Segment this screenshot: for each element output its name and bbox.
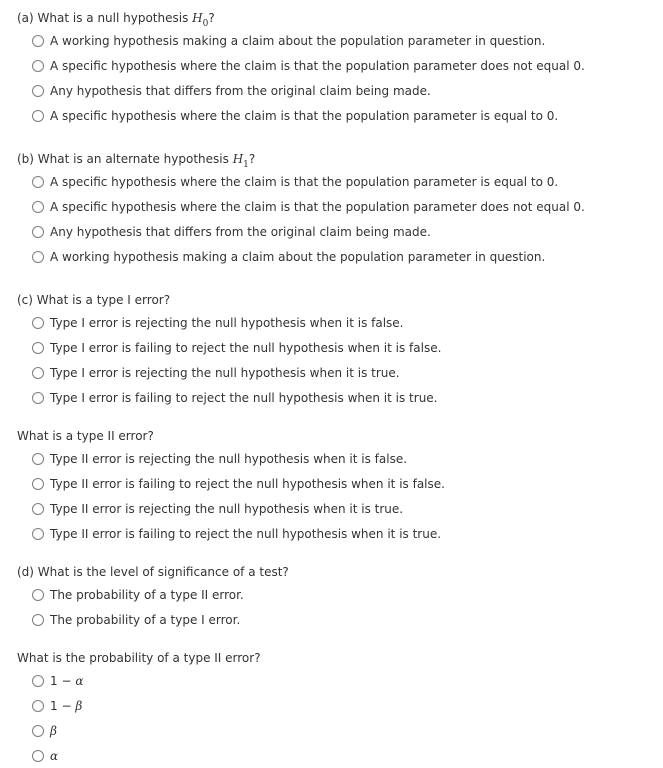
question-c-title: (c) What is a type I error?: [17, 293, 171, 307]
question-d: [17, 562, 657, 632]
radio-button[interactable]: [32, 110, 44, 122]
option-label: Type II error is rejecting the null hypothesis when it is false.: [50, 451, 408, 466]
question-c-part-2: [17, 426, 657, 546]
radio-button[interactable]: [32, 201, 44, 213]
radio-button[interactable]: [32, 251, 44, 263]
question-b-title: (b) What is an alternate hypothesis $H_1$?: [17, 152, 256, 170]
question-d-part-2-option-3[interactable]: [32, 718, 657, 743]
option-label: A working hypothesis making a claim about the population parameter in question.: [50, 33, 546, 48]
question-d-part-2-title: What is the probability of a type II error?: [17, 651, 261, 665]
alternate-hypothesis-symbol: $H_1$: [232, 152, 249, 170]
radio-button[interactable]: [32, 60, 44, 72]
question-c-option-3[interactable]: [32, 360, 657, 385]
radio-button[interactable]: [32, 176, 44, 188]
question-b-option-3[interactable]: [32, 219, 657, 244]
question-d-part-2-option-4[interactable]: [32, 743, 657, 768]
alpha-symbol: α: [75, 673, 84, 688]
option-label: Type I error is rejecting the null hypothesis when it is false.: [50, 315, 404, 330]
option-label: A specific hypothesis where the claim is that the population parameter does not equal 0.: [50, 199, 585, 214]
question-a-option-2[interactable]: [32, 53, 657, 78]
question-b-option-1[interactable]: [32, 169, 657, 194]
radio-button[interactable]: [32, 392, 44, 404]
radio-button[interactable]: [32, 614, 44, 626]
question-d-option-2[interactable]: [32, 607, 657, 632]
option-label: Type II error is rejecting the null hypothesis when it is true.: [50, 501, 404, 516]
question-c-option-4[interactable]: [32, 385, 657, 410]
question-d-part-2: [17, 648, 657, 768]
radio-button[interactable]: [32, 675, 44, 687]
question-b-option-4[interactable]: [32, 244, 657, 269]
question-a-option-4[interactable]: [32, 103, 657, 128]
option-label: Type II error is failing to reject the null hypothesis when it is false.: [50, 476, 445, 491]
radio-button[interactable]: [32, 589, 44, 601]
option-label: The probability of a type I error.: [50, 612, 241, 627]
option-label: A specific hypothesis where the claim is that the population parameter is equal to 0.: [50, 108, 559, 123]
question-c-part-2-option-3[interactable]: [32, 496, 657, 521]
option-label: Type I error is failing to reject the null hypothesis when it is false.: [50, 340, 442, 355]
radio-button[interactable]: [32, 700, 44, 712]
question-d-option-1[interactable]: [32, 582, 657, 607]
option-label: A specific hypothesis where the claim is that the population parameter does not equal 0.: [50, 58, 585, 73]
radio-button[interactable]: [32, 85, 44, 97]
question-c-part-2-title: What is a type II error?: [17, 429, 154, 443]
radio-button[interactable]: [32, 317, 44, 329]
option-label: The probability of a type II error.: [50, 587, 244, 602]
option-label: A specific hypothesis where the claim is that the population parameter is equal to 0.: [50, 174, 559, 189]
radio-button[interactable]: [32, 725, 44, 737]
question-c-option-2[interactable]: [32, 335, 657, 360]
question-a: [17, 8, 657, 128]
question-a-option-3[interactable]: [32, 78, 657, 103]
option-label: Type II error is failing to reject the null hypothesis when it is true.: [50, 526, 442, 541]
radio-button[interactable]: [32, 342, 44, 354]
option-label: A working hypothesis making a claim about the population parameter in question.: [50, 249, 546, 264]
option-label: 1 − β: [50, 698, 83, 713]
question-d-title: (d) What is the level of significance of a test?: [17, 565, 289, 579]
option-label: Any hypothesis that differs from the original claim being made.: [50, 224, 431, 239]
option-label: Any hypothesis that differs from the original claim being made.: [50, 83, 431, 98]
beta-symbol: β: [50, 723, 57, 738]
radio-button[interactable]: [32, 503, 44, 515]
beta-symbol: β: [75, 698, 83, 713]
radio-button[interactable]: [32, 478, 44, 490]
question-c: [17, 290, 657, 410]
question-b-option-2[interactable]: [32, 194, 657, 219]
alpha-symbol: α: [50, 748, 59, 763]
option-label: 1 − α: [50, 673, 84, 688]
question-c-part-2-option-1[interactable]: [32, 446, 657, 471]
question-c-part-2-option-2[interactable]: [32, 471, 657, 496]
radio-button[interactable]: [32, 226, 44, 238]
question-a-option-1[interactable]: [32, 28, 657, 53]
question-a-title: (a) What is a null hypothesis $H_0$?: [17, 11, 215, 29]
option-label: Type I error is failing to reject the null hypothesis when it is true.: [50, 390, 438, 405]
question-d-part-2-option-2[interactable]: [32, 693, 657, 718]
radio-button[interactable]: [32, 367, 44, 379]
null-hypothesis-symbol: $H_0$: [192, 11, 209, 29]
question-b: [17, 149, 657, 269]
radio-button[interactable]: [32, 453, 44, 465]
option-label: Type I error is rejecting the null hypothesis when it is true.: [50, 365, 400, 380]
option-label: [50, 724, 57, 738]
question-c-part-2-option-4[interactable]: [32, 521, 657, 546]
radio-button[interactable]: [32, 528, 44, 540]
option-label: [50, 749, 58, 763]
radio-button[interactable]: [32, 750, 44, 762]
question-c-option-1[interactable]: [32, 310, 657, 335]
question-d-part-2-option-1[interactable]: [32, 668, 657, 693]
radio-button[interactable]: [32, 35, 44, 47]
